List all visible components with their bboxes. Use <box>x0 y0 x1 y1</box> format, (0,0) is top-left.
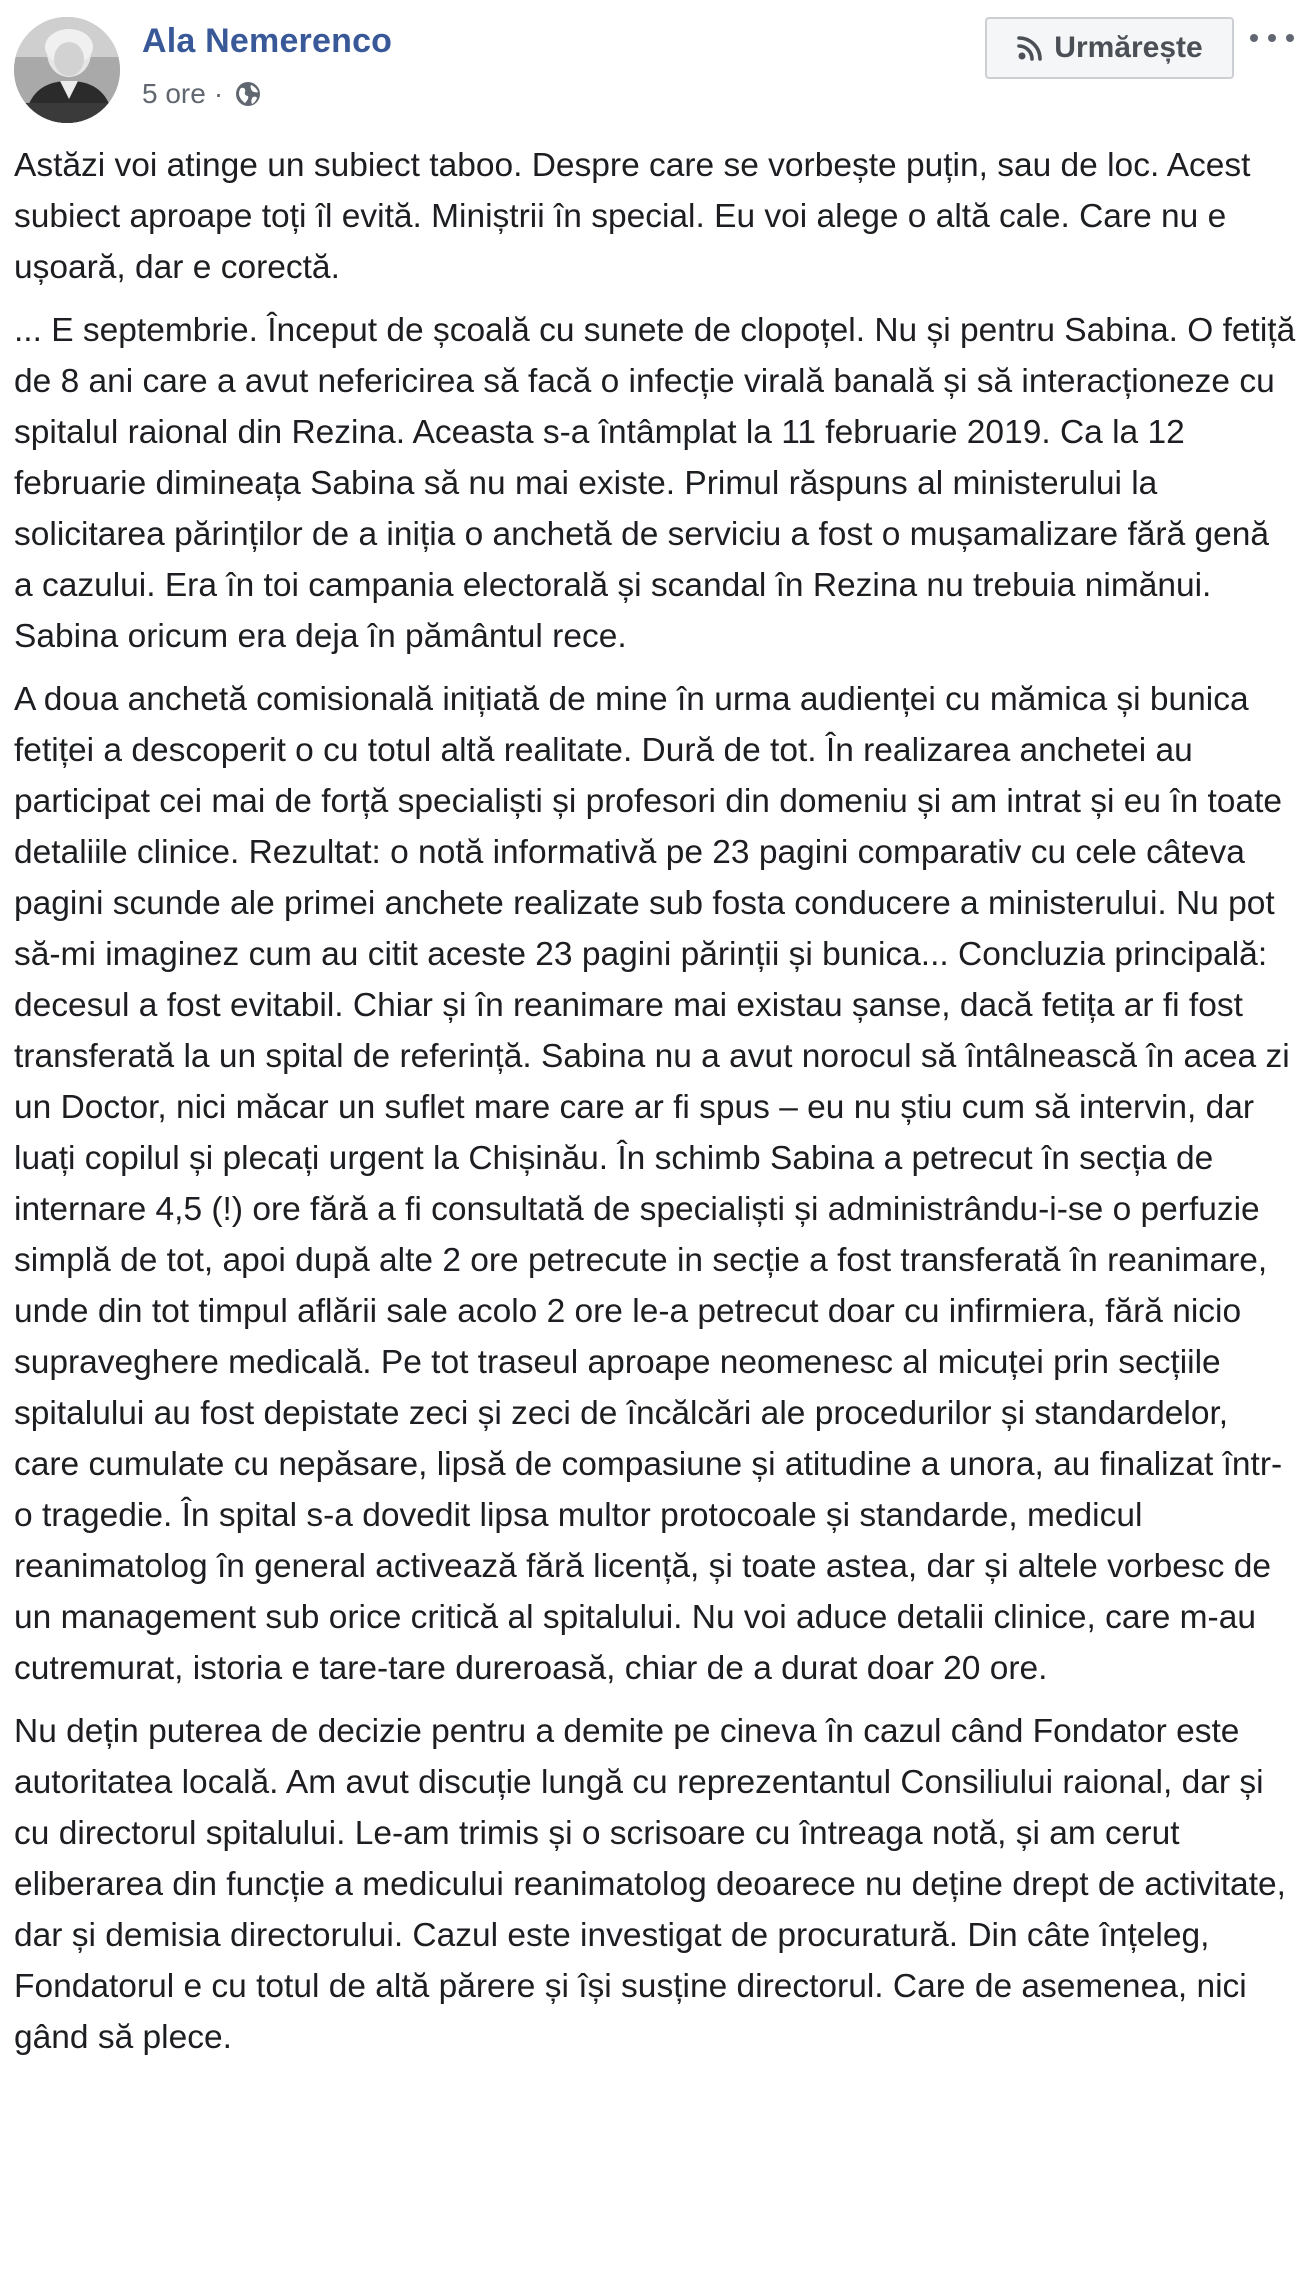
follow-button-label: Urmărește <box>1054 31 1203 64</box>
post-header <box>0 0 1300 130</box>
post-paragraph: A doua anchetă comisională inițiată de mine în urma audienței cu mămica și bunica fetiței a descoperit o cu totul altă realitate. Dură de tot. În realizarea anchetei au participat cei mai de forță specialiști și profesori din domeniu și am intrat și eu în toate detaliile clinice. Rezultat: o notă informativă pe 23 pagini comparativ cu cele câteva pagini scunde ale primei anchete realizate sub fosta conducere a ministerului. Nu pot să-mi imaginez cum au citit aceste 23 pagini părinții și bunica... Concluzia principală: decesul a fost evitabil. Chiar și în reanimare mai existau șanse, dacă fetița ar fi fost transferată la un spital de referință. Sabina nu a avut norocul să întâlnească în acea zi un Doctor, nici măcar un suflet mare care ar fi spus – eu nu știu cum să intervin, dar luați copilul și plecați urgent la Chișinău. În schimb Sabina a petrecut în secția de internare 4,5 (!) ore fără a fi consultată de specialiști și administrându-i-se o perfuzie simplă de tot, apoi după alte 2 ore petrecute in secție a fost transferată în reanimare, unde din tot timpul aflării sale acolo 2 ore le-a petrecut doar cu infirmiera, fără nicio supraveghere medicală. Pe tot traseul aproape neomenesc al micuței prin secțiile spitalului au fost depistate zeci și zeci de încălcări ale procedurilor și standardelor, care cumulate cu nepăsare, lipsă de compasiune și atitudine a unora, au finalizat într-o tragedie. În spital s-a dovedit lipsa multor protocoale și standarde, medicul reanimatolog în general activează fără licență, și toate astea, dar și altele vorbesc de un management sub orice critică al spitalului. Nu voi aduce detalii clinice, care m-au cutremurat, istoria e tare-tare dureroasă, chiar de a durat doar 20 ore. <box>14 681 1290 1687</box>
post-body <box>14 140 1296 2075</box>
avatar[interactable] <box>14 17 120 123</box>
post-paragraph: ... E septembrie. Început de școală cu sunete de clopoțel. Nu și pentru Sabina. O fetiță de 8 ani care a avut nefericirea să facă o infecție virală banală și să interacționeze cu spitalul raional din Rezina. Aceasta s-a întâmplat la 11 februarie 2019. Ca la 12 februarie dimineața Sabina să nu mai existe. Primul răspuns al ministerului la solicitarea părinților de a iniția o anchetă de serviciu a fost o mușamalizare fără genă a cazului. Era în toi campania electorală și scandal în Rezina nu trebuia nimănui. Sabina oricum era deja în pământul rece. <box>14 312 1296 655</box>
author-name[interactable]: Ala Nemerenco <box>142 22 393 60</box>
more-dot <box>1286 34 1294 42</box>
post-paragraph: Astăzi voi atinge un subiect taboo. Despre care se vorbește puțin, sau de loc. Acest subiect aproape toți îl evită. Miniștrii în special. Eu voi alege o altă cale. Care nu e ușoară, dar e corectă. <box>14 147 1251 286</box>
more-dot <box>1250 34 1258 42</box>
more-dot <box>1268 34 1276 42</box>
meta-separator: · <box>213 78 224 109</box>
rss-icon <box>1016 34 1044 62</box>
post-timestamp[interactable]: 5 ore <box>142 78 206 109</box>
post-paragraph: Nu dețin puterea de decizie pentru a demite pe cineva în cazul când Fondator este autoritatea locală. Am avut discuție lungă cu reprezentantul Consiliului raional, dar și cu directorul spitalului. Le-am trimis și o scrisoare cu întreaga notă, și am cerut eliberarea din funcție a medicului reanimatolog deoarece nu deține drept de activitate, dar și demisia directorului. Cazul este investigat de procuratură. Din câte înțeleg, Fondatorul e cu totul de altă părere și își susține directorul. Care de asemenea, nici gând să plece. <box>14 1713 1286 2056</box>
more-options-icon[interactable] <box>1250 18 1294 58</box>
globe-icon[interactable] <box>233 79 263 109</box>
post-meta <box>142 78 263 110</box>
follow-button[interactable] <box>985 17 1234 79</box>
avatar-photo <box>14 17 120 123</box>
